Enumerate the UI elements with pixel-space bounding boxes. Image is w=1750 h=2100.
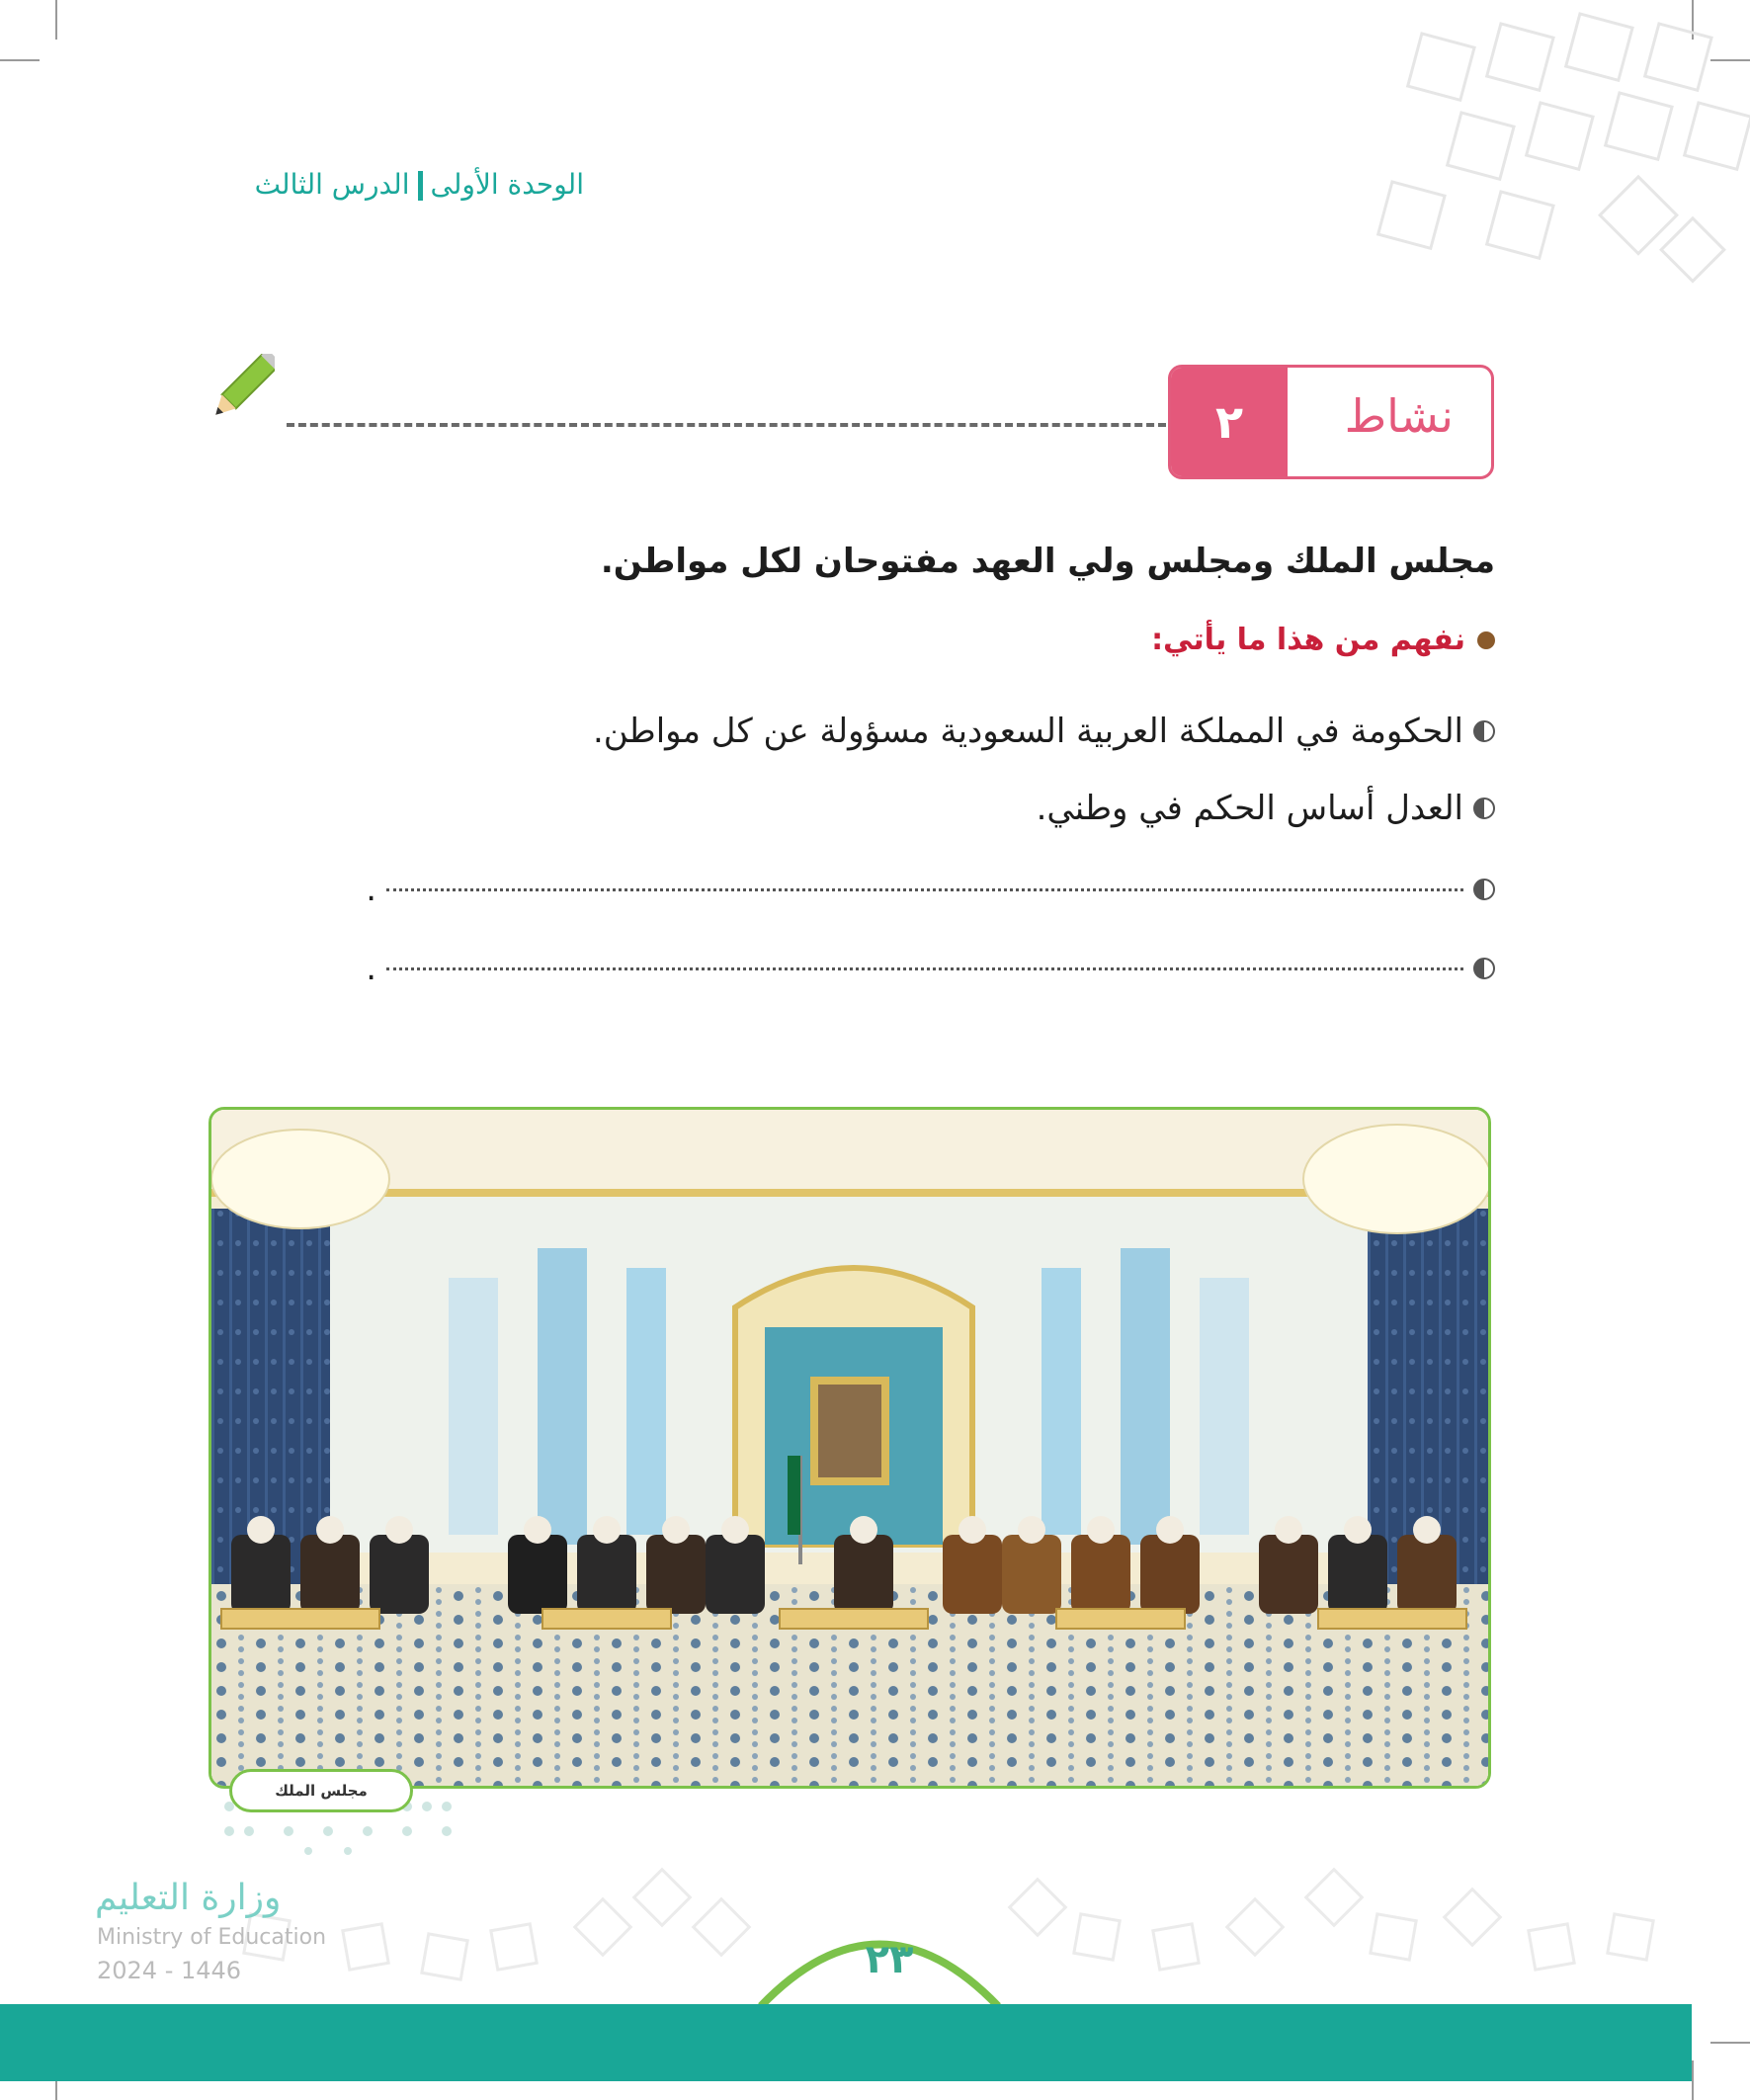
list-item — [593, 712, 1495, 751]
blank-line[interactable] — [386, 967, 1463, 970]
intro-text: مجلس الملك ومجلس ولي العهد مفتوحان لكل مواطن. — [600, 542, 1495, 581]
majlis-photo — [208, 1107, 1491, 1789]
activity-number: ٢ — [1171, 368, 1288, 476]
list-item-text: العدل أساس الحكم في وطني. — [1036, 789, 1463, 828]
edition-year: 2024 - 1446 — [97, 1957, 242, 1984]
photo-caption: مجلس الملك — [229, 1769, 413, 1812]
crop-mark — [1692, 2060, 1694, 2100]
ministry-name-ar: وزارة التعليم — [95, 1878, 282, 1918]
crop-mark — [55, 0, 57, 40]
half-circle-bullet-icon — [1473, 958, 1495, 979]
blank-line[interactable] — [386, 888, 1463, 891]
activity-header — [1168, 365, 1494, 479]
list-item-text: الحكومة في المملكة العربية السعودية مسؤولة عن كل مواطن. — [592, 712, 1463, 751]
half-circle-bullet-icon — [1473, 879, 1495, 900]
activity-divider — [287, 423, 1166, 427]
breadcrumb — [255, 168, 584, 201]
majlis-illustration — [211, 1110, 1488, 1786]
answer-line[interactable] — [366, 949, 1495, 988]
half-circle-bullet-icon — [1473, 798, 1495, 819]
period: . — [366, 870, 376, 909]
breadcrumb-lesson: الدرس الثالث — [254, 168, 410, 201]
crop-mark — [0, 59, 40, 61]
footer-band — [0, 2004, 1692, 2081]
prompt-text: نفهم من هذا ما يأتي: — [1151, 623, 1465, 657]
period: . — [366, 949, 376, 988]
breadcrumb-separator — [418, 171, 423, 201]
activity-label: نشاط — [1344, 389, 1454, 443]
answer-line[interactable] — [366, 870, 1495, 909]
half-circle-bullet-icon — [1473, 720, 1495, 742]
prompt-line — [1151, 623, 1495, 657]
list-item — [1037, 789, 1495, 828]
decorative-pattern — [1058, 0, 1750, 296]
crop-mark — [1710, 2042, 1750, 2044]
bullet-icon — [1477, 631, 1495, 649]
ministry-name-en: Ministry of Education — [97, 1925, 327, 1950]
breadcrumb-unit: الوحدة الأولى — [430, 168, 584, 201]
pencil-icon — [206, 354, 275, 428]
page-number: ٢٣ — [865, 1937, 914, 1982]
